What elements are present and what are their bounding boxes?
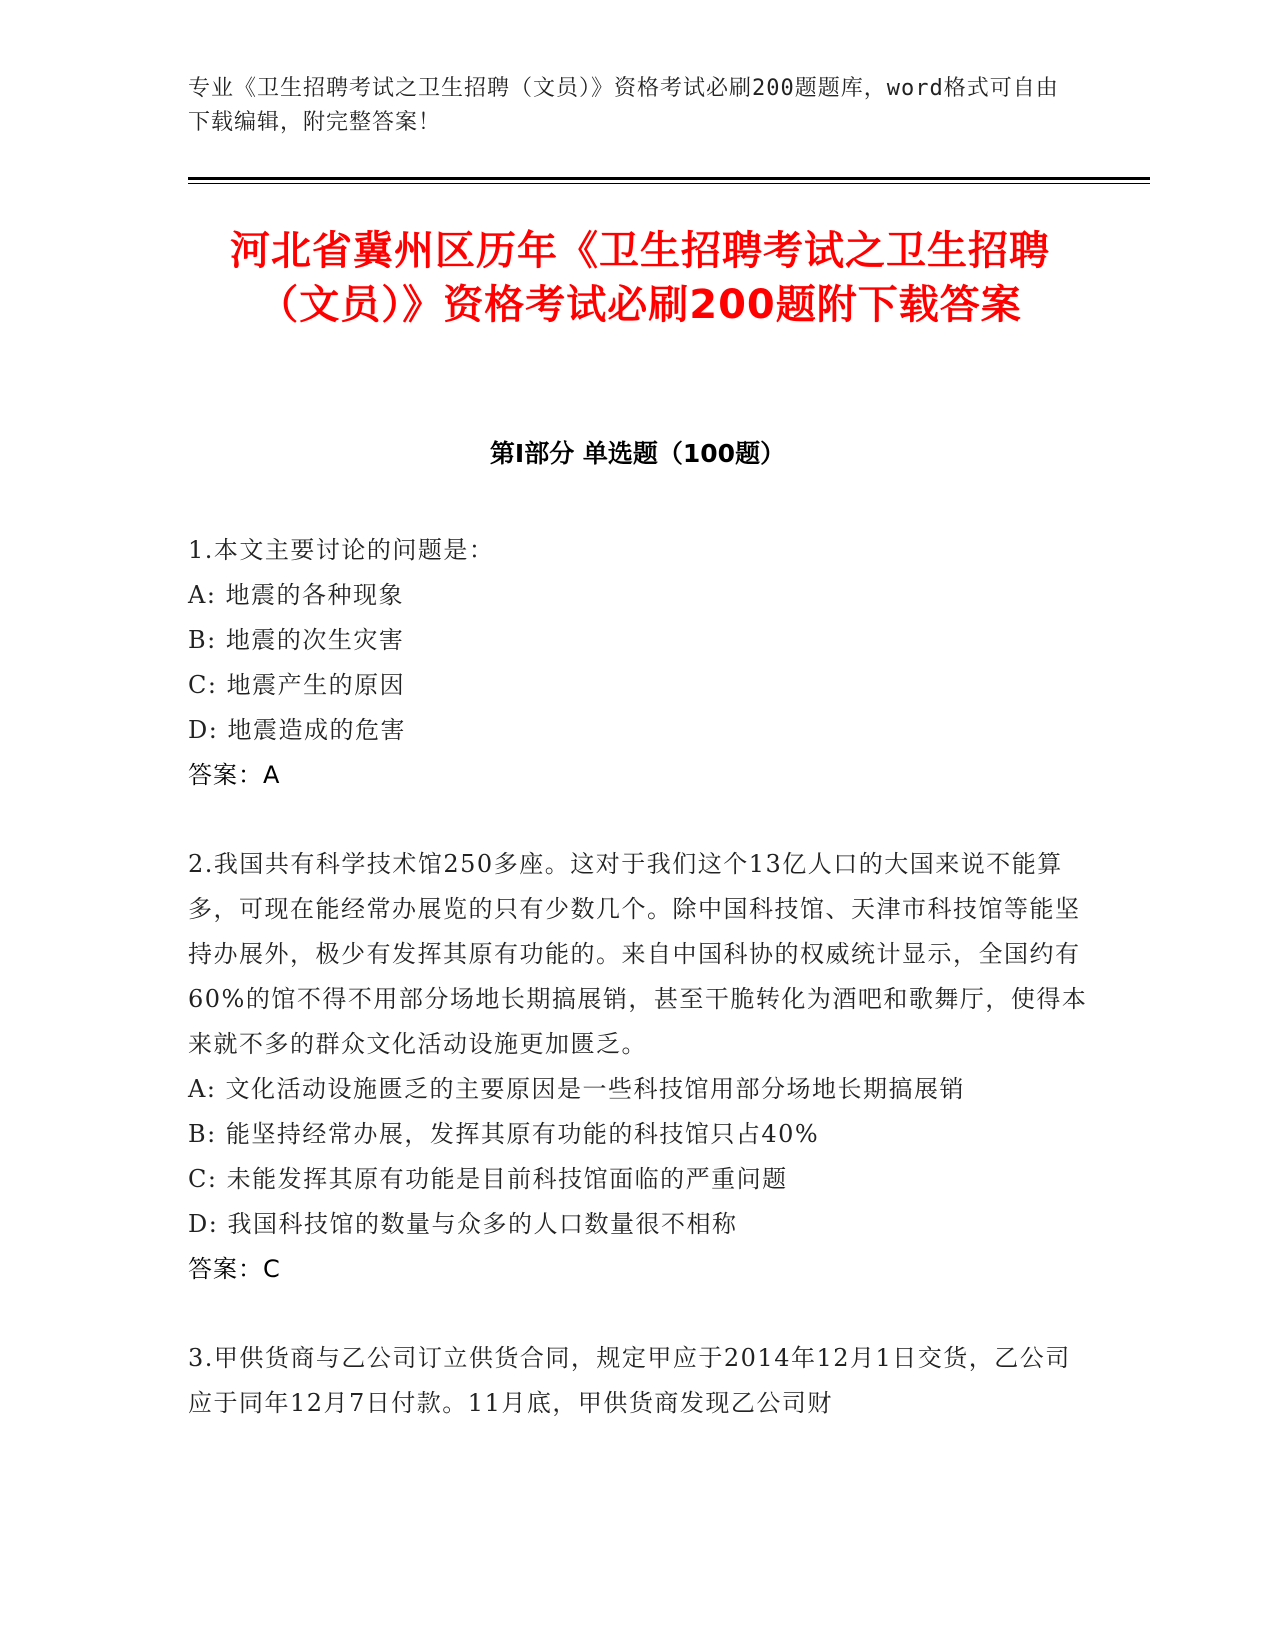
option-d: D: 地震造成的危害 [188,716,406,744]
option-d: D: 我国科技馆的数量与众多的人口数量很不相称 [188,1210,738,1238]
question-stem: 2.我国共有科学技术馆250多座。这对于我们这个13亿人口的大国来说不能算多，可现在能经常办展览的只有少数几个。除中国科技馆、天津市科技馆等能坚持办展外，极少有发挥其原有功能的。来自中国科协的权威统计显示，全国约有60%的馆不得不用部分场地长期搞展销，甚至干脆转化为酒吧和歌舞厅，使得本来就不多的群众文化活动设施更加匮乏。 [188,850,1088,1058]
section-title: 第I部分 单选题（100题） [489,439,786,468]
option-b: B: 地震的次生灾害 [188,626,405,654]
option-a: A: 文化活动设施匮乏的主要原因是一些科技馆用部分场地长期搞展销 [188,1075,966,1103]
header-rule-thick [188,177,1150,180]
question-item [188,842,1088,1292]
question-stem: 3.甲供货商与乙公司订立供货合同，规定甲应于2014年12月1日交货，乙公司应于同年12月7日付款。11月底，甲供货商发现乙公司财 [188,1344,1071,1417]
document-title: 河北省冀州区历年《卫生招聘考试之卫生招聘（文员）》资格考试必刷200题附下载答案 [230,228,1050,328]
question-item [188,1336,1088,1426]
option-c: C: 未能发挥其原有功能是目前科技馆面临的严重问题 [188,1165,788,1193]
question-stem: 1.本文主要讨论的问题是： [188,536,495,564]
option-b: B: 能坚持经常办展，发挥其原有功能的科技馆只占40% [188,1120,820,1148]
answer: 答案：C [188,1255,281,1283]
question-item [188,528,1088,798]
header-note: 专业《卫生招聘考试之卫生招聘（文员）》资格考试必刷200题题库，word格式可自由下载编辑，附完整答案！ [188,76,1059,135]
option-c: C: 地震产生的原因 [188,671,406,699]
question-list [188,528,1088,1470]
answer: 答案：A [188,761,281,789]
header-rule-thin [188,183,1150,184]
option-a: A: 地震的各种现象 [188,581,405,609]
